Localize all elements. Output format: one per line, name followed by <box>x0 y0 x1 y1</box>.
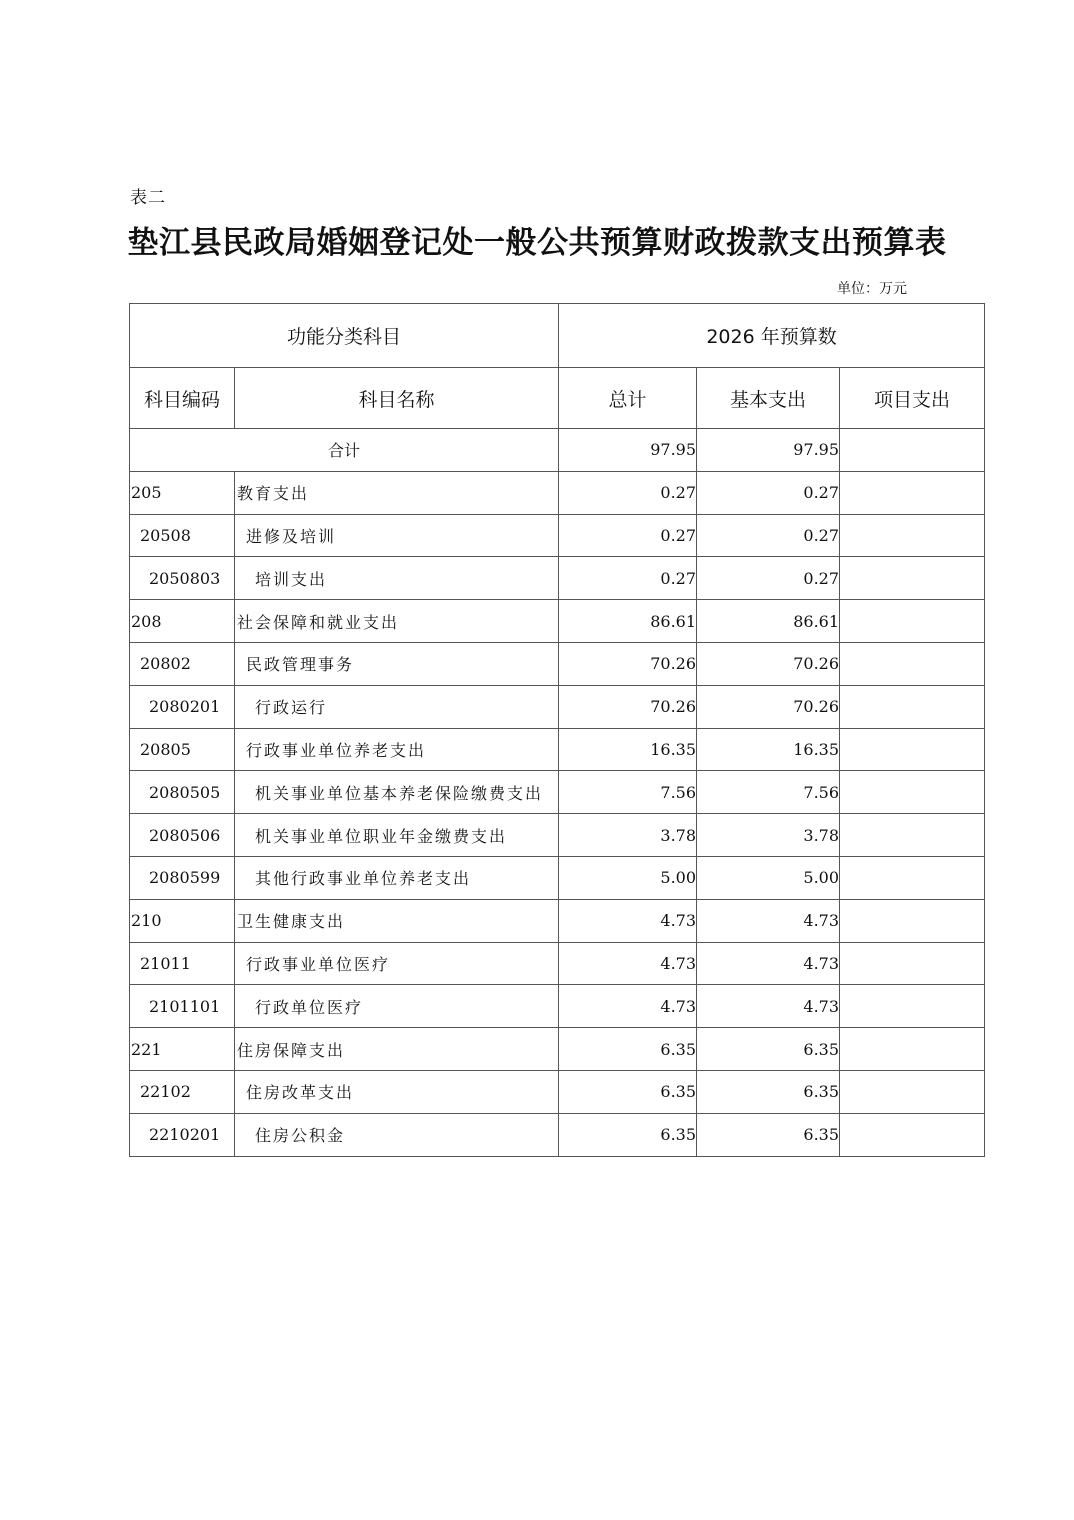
basic-cell: 5.00 <box>697 856 840 899</box>
table-row <box>130 1113 985 1156</box>
total-cell: 6.35 <box>559 1028 697 1071</box>
header-project-expenditure: 项目支出 <box>840 368 985 429</box>
total-cell: 0.27 <box>559 557 697 600</box>
table-row <box>130 471 985 514</box>
table-row <box>130 1028 985 1071</box>
header-functional-category: 功能分类科目 <box>130 304 559 368</box>
name-cell: 行政事业单位医疗 <box>235 942 559 985</box>
document-title: 垫江县民政局婚姻登记处一般公共预算财政拨款支出预算表 <box>127 225 947 261</box>
total-cell: 7.56 <box>559 771 697 814</box>
code-cell: 2210201 <box>130 1113 235 1156</box>
total-basic-cell: 97.95 <box>697 429 840 472</box>
total-cell: 4.73 <box>559 942 697 985</box>
total-cell: 16.35 <box>559 728 697 771</box>
table-row <box>130 1070 985 1113</box>
table-row <box>130 899 985 942</box>
basic-cell: 6.35 <box>697 1028 840 1071</box>
code-cell: 2080506 <box>130 814 235 857</box>
project-cell <box>840 1028 985 1071</box>
code-cell: 208 <box>130 600 235 643</box>
header-total: 总计 <box>559 368 697 429</box>
code-cell: 205 <box>130 471 235 514</box>
total-cell: 4.73 <box>559 899 697 942</box>
table-row <box>130 942 985 985</box>
header-code: 科目编码 <box>130 368 235 429</box>
name-cell: 教育支出 <box>235 471 559 514</box>
total-cell: 86.61 <box>559 600 697 643</box>
basic-cell: 7.56 <box>697 771 840 814</box>
project-cell <box>840 471 985 514</box>
code-cell: 2080201 <box>130 685 235 728</box>
name-cell: 机关事业单位职业年金缴费支出 <box>235 814 559 857</box>
name-cell: 进修及培训 <box>235 514 559 557</box>
total-cell: 70.26 <box>559 642 697 685</box>
basic-cell: 0.27 <box>697 514 840 557</box>
project-cell <box>840 600 985 643</box>
total-cell: 0.27 <box>559 471 697 514</box>
basic-cell: 70.26 <box>697 642 840 685</box>
basic-cell: 4.73 <box>697 985 840 1028</box>
total-total-cell: 97.95 <box>559 429 697 472</box>
total-cell: 4.73 <box>559 985 697 1028</box>
table-row <box>130 985 985 1028</box>
basic-cell: 16.35 <box>697 728 840 771</box>
header-name: 科目名称 <box>235 368 559 429</box>
project-cell <box>840 685 985 728</box>
project-cell <box>840 642 985 685</box>
name-cell: 社会保障和就业支出 <box>235 600 559 643</box>
project-cell <box>840 899 985 942</box>
project-cell <box>840 771 985 814</box>
code-cell: 22102 <box>130 1070 235 1113</box>
name-cell: 卫生健康支出 <box>235 899 559 942</box>
project-cell <box>840 514 985 557</box>
total-cell: 6.35 <box>559 1113 697 1156</box>
name-cell: 住房保障支出 <box>235 1028 559 1071</box>
code-cell: 2050803 <box>130 557 235 600</box>
code-cell: 2080505 <box>130 771 235 814</box>
total-cell: 5.00 <box>559 856 697 899</box>
header-basic-expenditure: 基本支出 <box>697 368 840 429</box>
name-cell: 行政单位医疗 <box>235 985 559 1028</box>
code-cell: 210 <box>130 899 235 942</box>
basic-cell: 4.73 <box>697 899 840 942</box>
code-cell: 2101101 <box>130 985 235 1028</box>
table-label: 表二 <box>130 188 166 208</box>
table-row <box>130 771 985 814</box>
header-column-row <box>130 368 985 429</box>
code-cell: 20508 <box>130 514 235 557</box>
name-cell: 住房改革支出 <box>235 1070 559 1113</box>
project-cell <box>840 728 985 771</box>
total-cell: 70.26 <box>559 685 697 728</box>
table-row <box>130 600 985 643</box>
table-row <box>130 514 985 557</box>
table-row <box>130 557 985 600</box>
table-row <box>130 728 985 771</box>
table-row <box>130 642 985 685</box>
basic-cell: 4.73 <box>697 942 840 985</box>
project-cell <box>840 1070 985 1113</box>
project-cell <box>840 557 985 600</box>
basic-cell: 0.27 <box>697 557 840 600</box>
project-cell <box>840 856 985 899</box>
basic-cell: 3.78 <box>697 814 840 857</box>
total-cell: 0.27 <box>559 514 697 557</box>
code-cell: 20802 <box>130 642 235 685</box>
table-row <box>130 856 985 899</box>
name-cell: 行政运行 <box>235 685 559 728</box>
basic-cell: 6.35 <box>697 1070 840 1113</box>
header-budget-year: 2026 年预算数 <box>559 304 985 368</box>
total-project-cell <box>840 429 985 472</box>
name-cell: 其他行政事业单位养老支出 <box>235 856 559 899</box>
total-cell: 3.78 <box>559 814 697 857</box>
unit-label: 单位：万元 <box>837 281 907 297</box>
total-cell: 6.35 <box>559 1070 697 1113</box>
project-cell <box>840 814 985 857</box>
budget-table <box>129 303 985 1157</box>
name-cell: 培训支出 <box>235 557 559 600</box>
project-cell <box>840 985 985 1028</box>
name-cell: 机关事业单位基本养老保险缴费支出 <box>235 771 559 814</box>
header-group-row <box>130 304 985 368</box>
code-cell: 21011 <box>130 942 235 985</box>
table-row <box>130 814 985 857</box>
total-label: 合计 <box>130 429 559 472</box>
code-cell: 20805 <box>130 728 235 771</box>
code-cell: 221 <box>130 1028 235 1071</box>
basic-cell: 0.27 <box>697 471 840 514</box>
basic-cell: 6.35 <box>697 1113 840 1156</box>
basic-cell: 86.61 <box>697 600 840 643</box>
name-cell: 住房公积金 <box>235 1113 559 1156</box>
name-cell: 行政事业单位养老支出 <box>235 728 559 771</box>
basic-cell: 70.26 <box>697 685 840 728</box>
name-cell: 民政管理事务 <box>235 642 559 685</box>
table-row <box>130 685 985 728</box>
project-cell <box>840 942 985 985</box>
project-cell <box>840 1113 985 1156</box>
total-row <box>130 429 985 472</box>
code-cell: 2080599 <box>130 856 235 899</box>
